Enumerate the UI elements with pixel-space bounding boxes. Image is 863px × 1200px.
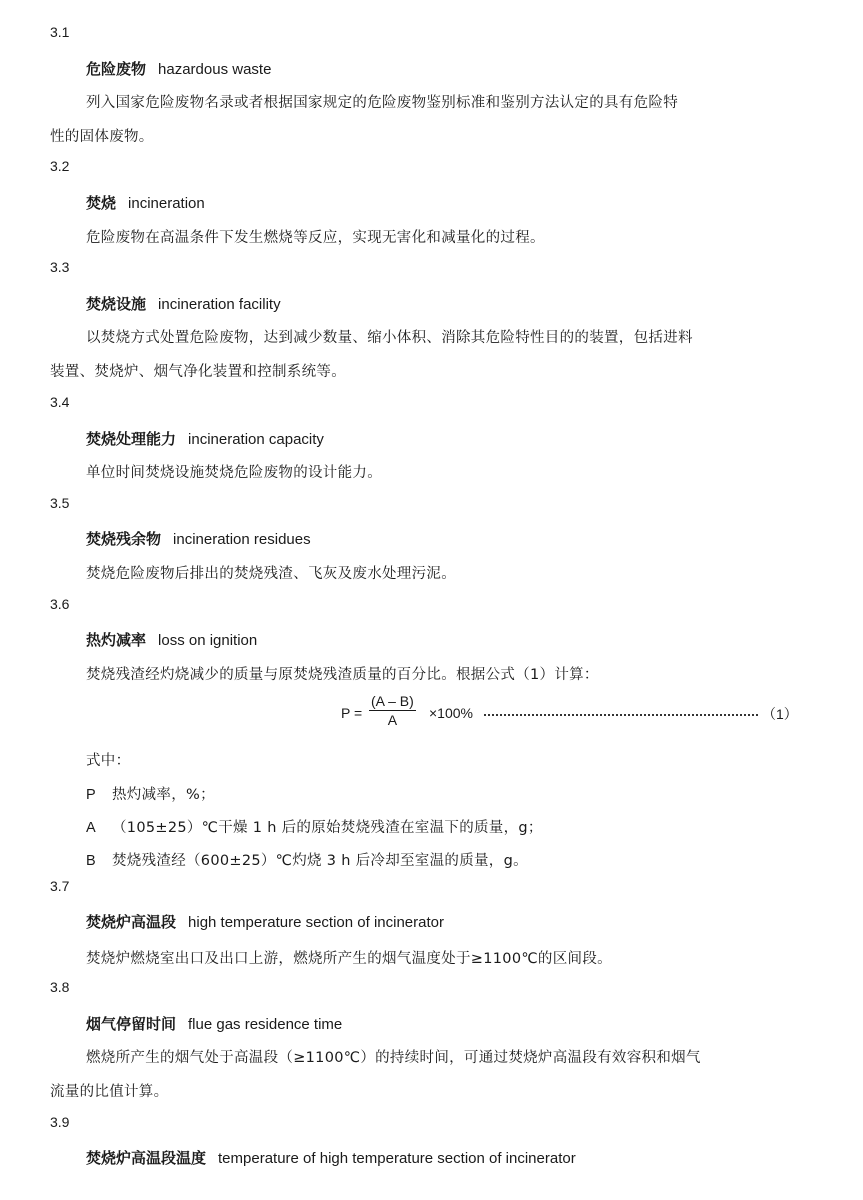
variable-symbol: A — [86, 820, 96, 836]
formula-denominator: A — [387, 712, 398, 728]
variable-desc: 焚烧残渣经（600±25）℃灼烧 3 h 后冷却至室温的质量，g。 — [112, 853, 528, 869]
definition-line: 焚烧炉燃烧室出口及出口上游，燃烧所产生的烟气温度处于≥1100℃的区间段。 — [86, 951, 612, 967]
definition-line: 列入国家危险废物名录或者根据国家规定的危险废物鉴别标准和鉴别方法认定的具有危险特 — [86, 95, 678, 111]
definition-line: 焚烧残渣经灼烧减少的质量与原焚烧残渣质量的百分比。根据公式（1）计算： — [86, 667, 599, 683]
formula-numerator: (A – B) — [371, 693, 414, 709]
term-heading — [86, 1013, 342, 1034]
term-en: incineration residues — [173, 531, 311, 548]
variable-row — [86, 783, 215, 804]
definition-line: 以焚烧方式处置危险废物，达到减少数量、缩小体积、消除其危险特性目的的装置，包括进料 — [86, 330, 693, 346]
variable-desc: 热灼减率，%； — [112, 787, 215, 803]
term-cn: 焚烧残余物 — [86, 530, 162, 548]
term-heading — [86, 911, 444, 932]
term-heading — [86, 428, 324, 449]
term-heading — [86, 58, 271, 79]
formula-multiplier: ×100% — [429, 705, 473, 721]
equation-number: （1） — [762, 706, 798, 722]
definition-line: 焚烧危险废物后排出的焚烧残渣、飞灰及废水处理污泥。 — [86, 566, 456, 582]
formula-fraction — [369, 693, 416, 728]
term-heading — [86, 1147, 576, 1168]
term-en: temperature of high temperature section of incinerator — [218, 1150, 576, 1167]
term-en: incineration facility — [158, 296, 281, 313]
variable-symbol: B — [86, 853, 96, 869]
section-number: 3.7 — [50, 878, 70, 894]
term-en: incineration — [128, 195, 205, 212]
term-heading — [86, 293, 281, 314]
variable-row — [86, 816, 543, 837]
definition-line: 流量的比值计算。 — [50, 1084, 169, 1100]
formula-lhs: P = — [341, 705, 363, 721]
term-cn: 焚烧炉高温段 — [86, 913, 177, 931]
term-cn: 危险废物 — [86, 60, 147, 78]
variable-row — [86, 849, 528, 870]
definition-line: 单位时间焚烧设施焚烧危险废物的设计能力。 — [86, 465, 382, 481]
definition-line: 燃烧所产生的烟气处于高温段（≥1100℃）的持续时间，可通过焚烧炉高温段有效容积和烟气 — [86, 1050, 701, 1066]
term-cn: 焚烧 — [86, 194, 117, 212]
term-cn: 焚烧处理能力 — [86, 430, 177, 448]
term-en: flue gas residence time — [188, 1016, 343, 1033]
term-cn: 焚烧炉高温段温度 — [86, 1149, 207, 1167]
term-en: incineration capacity — [188, 431, 324, 448]
term-en: loss on ignition — [158, 632, 258, 649]
where-label: 式中： — [86, 753, 131, 769]
term-en: hazardous waste — [158, 61, 272, 78]
section-number: 3.1 — [50, 24, 70, 40]
term-cn: 焚烧设施 — [86, 295, 147, 313]
definition-line: 装置、焚烧炉、烟气净化装置和控制系统等。 — [50, 364, 346, 380]
definition-line: 危险废物在高温条件下发生燃烧等反应，实现无害化和减量化的过程。 — [86, 230, 545, 246]
variable-symbol: P — [86, 787, 96, 803]
section-number: 3.8 — [50, 979, 70, 995]
section-number: 3.3 — [50, 259, 70, 275]
section-number: 3.6 — [50, 596, 70, 612]
section-number: 3.9 — [50, 1114, 70, 1130]
definition-line: 性的固体废物。 — [50, 129, 154, 145]
term-en: high temperature section of incinerator — [188, 914, 444, 931]
term-cn: 热灼减率 — [86, 631, 147, 649]
section-number: 3.2 — [50, 158, 70, 174]
section-number: 3.5 — [50, 495, 70, 511]
section-number: 3.4 — [50, 394, 70, 410]
term-heading — [86, 528, 311, 549]
term-cn: 烟气停留时间 — [86, 1015, 177, 1033]
term-heading — [86, 192, 205, 213]
formula-leader-dots — [484, 714, 758, 716]
variable-desc: （105±25）℃干燥 1 h 后的原始焚烧残渣在室温下的质量，g； — [112, 820, 543, 836]
term-heading — [86, 629, 257, 650]
